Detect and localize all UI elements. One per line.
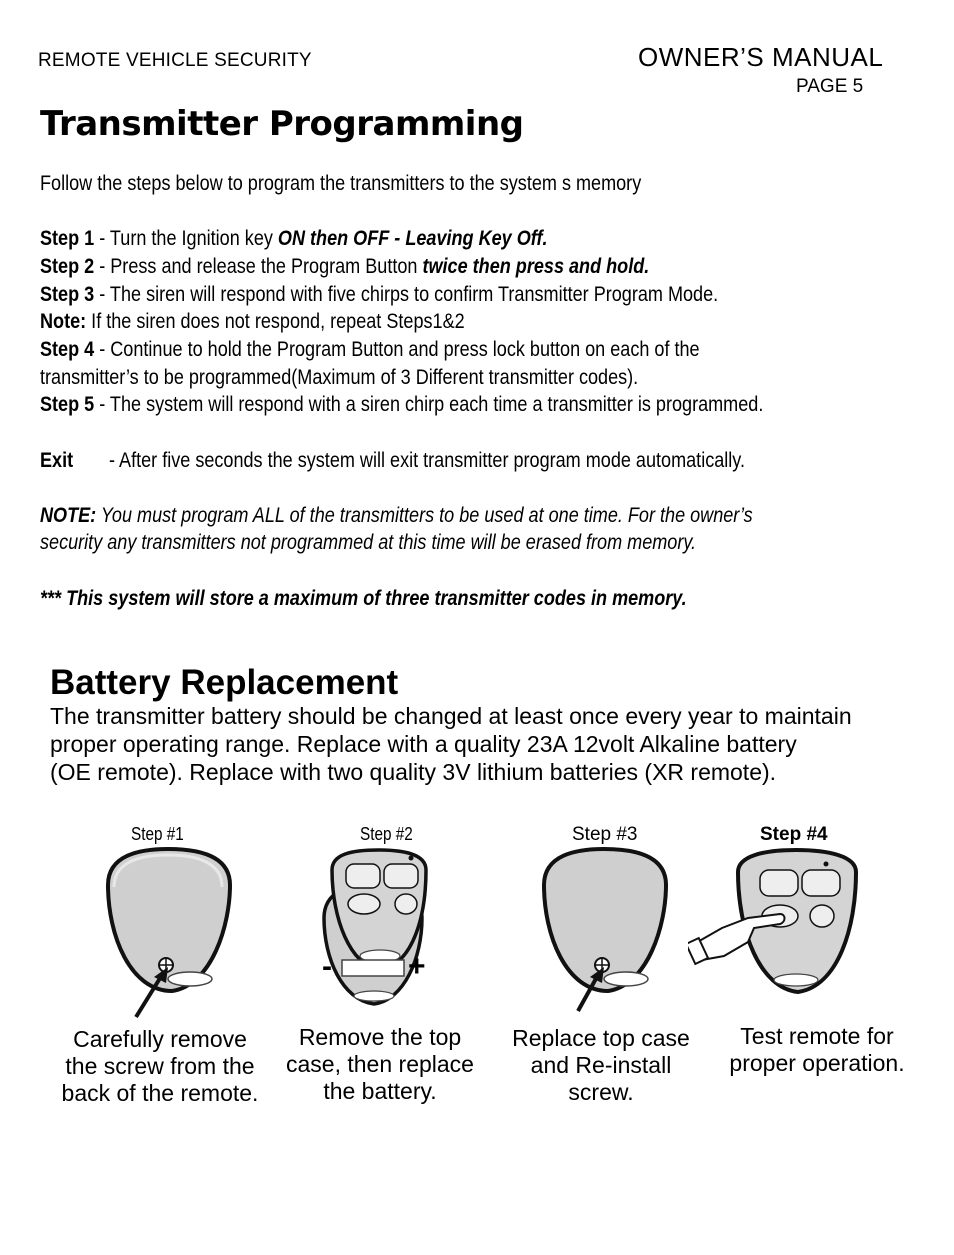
step-5-label: Step 5: [40, 393, 95, 416]
caption-line: Carefully remove: [73, 1026, 247, 1052]
remote-open-illustration: [318, 848, 438, 1010]
caption-line: screw.: [568, 1079, 634, 1105]
remote-back-illustration: [100, 845, 240, 1020]
step-2-emphasis: twice then press and hold.: [422, 255, 650, 278]
step-2-caption: [272, 1024, 488, 1105]
header-product-title: REMOTE VEHICLE SECURITY: [38, 50, 312, 71]
step-1: [40, 227, 548, 251]
note-2: [40, 504, 753, 528]
page-number: PAGE 5: [796, 76, 864, 97]
step-2-label: Step 2: [40, 255, 95, 278]
caption-line: Replace top case: [512, 1025, 690, 1051]
step-5: [40, 393, 763, 417]
battery-plus-sign: +: [408, 950, 426, 983]
caption-line: and Re-install: [530, 1052, 672, 1078]
caption-line: Test remote for: [740, 1023, 894, 1049]
step-1-emphasis: ON then OFF - Leaving Key Off.: [277, 227, 548, 250]
step-2: [40, 255, 649, 279]
remote-test-illustration: [688, 848, 860, 1016]
caption-line: Remove the top: [298, 1024, 462, 1050]
step-4-caption: [712, 1023, 922, 1077]
note-2-label: NOTE:: [40, 504, 97, 527]
exit-label: Exit: [40, 449, 74, 472]
caption-line: the screw from the: [65, 1053, 255, 1079]
note-1: [40, 310, 465, 334]
step-4-continued: transmitter’s to be programmed(Maximum of 3 Different transmitter codes).: [40, 366, 639, 389]
step-5-text: - The system will respond with a siren chirp each time a transmitter is programmed.: [94, 393, 764, 416]
intro-text: Follow the steps below to program the transmitters to the system s memory: [40, 172, 642, 195]
caption-line: the battery.: [323, 1078, 437, 1104]
battery-minus-sign: -: [322, 950, 332, 983]
step-3-text: - The siren will respond with five chirps to confirm Transmitter Program Mode.: [94, 283, 719, 306]
step-4-image-label: Step #4: [760, 824, 828, 845]
remote-reassemble-illustration: [536, 845, 676, 1020]
step-1-caption: [50, 1026, 270, 1107]
note-1-text: If the siren does not respond, repeat Steps1&2: [86, 310, 465, 333]
step-3: [40, 283, 718, 307]
note-2-text: You must program ALL of the transmitters to be used at one time. For the owner’s: [96, 504, 753, 527]
battery-title: Battery Replacement: [50, 663, 399, 702]
programming-title: Transmitter Programming: [40, 104, 524, 144]
caption-line: case, then replace: [286, 1051, 474, 1077]
note-2-continued: security any transmitters not programmed at this time will be erased from memory.: [40, 531, 697, 554]
step-1-text: - Turn the Ignition key: [94, 227, 278, 250]
battery-text-line: The transmitter battery should be changed at least once every year to maintain: [50, 703, 852, 729]
step-3-label: Step 3: [40, 283, 95, 306]
step-4: [40, 338, 700, 362]
step-3-caption: [496, 1025, 706, 1106]
step-3-image-label: Step #3: [572, 824, 638, 845]
battery-text-line: (OE remote). Replace with two quality 3V lithium batteries (XR remote).: [50, 759, 777, 785]
step-4-text: - Continue to hold the Program Button and press lock button on each of the: [94, 338, 700, 361]
step-1-label: Step 1: [40, 227, 95, 250]
caption-line: back of the remote.: [61, 1080, 259, 1106]
step-1-image-label: Step #1: [131, 824, 184, 844]
step-2-image-label: Step #2: [360, 824, 413, 844]
header-manual-title: OWNER’S MANUAL: [638, 42, 884, 72]
note-3: *** This system will store a maximum of three transmitter codes in memory.: [40, 587, 687, 610]
caption-line: proper operation.: [729, 1050, 905, 1076]
battery-text-line: proper operating range. Replace with a quality 23A 12volt Alkaline battery: [50, 731, 797, 757]
note-1-label: Note:: [40, 310, 87, 333]
step-4-label: Step 4: [40, 338, 95, 361]
exit-text: - After five seconds the system will exit transmitter program mode automatically.: [109, 449, 746, 472]
step-2-text: - Press and release the Program Button: [94, 255, 423, 278]
